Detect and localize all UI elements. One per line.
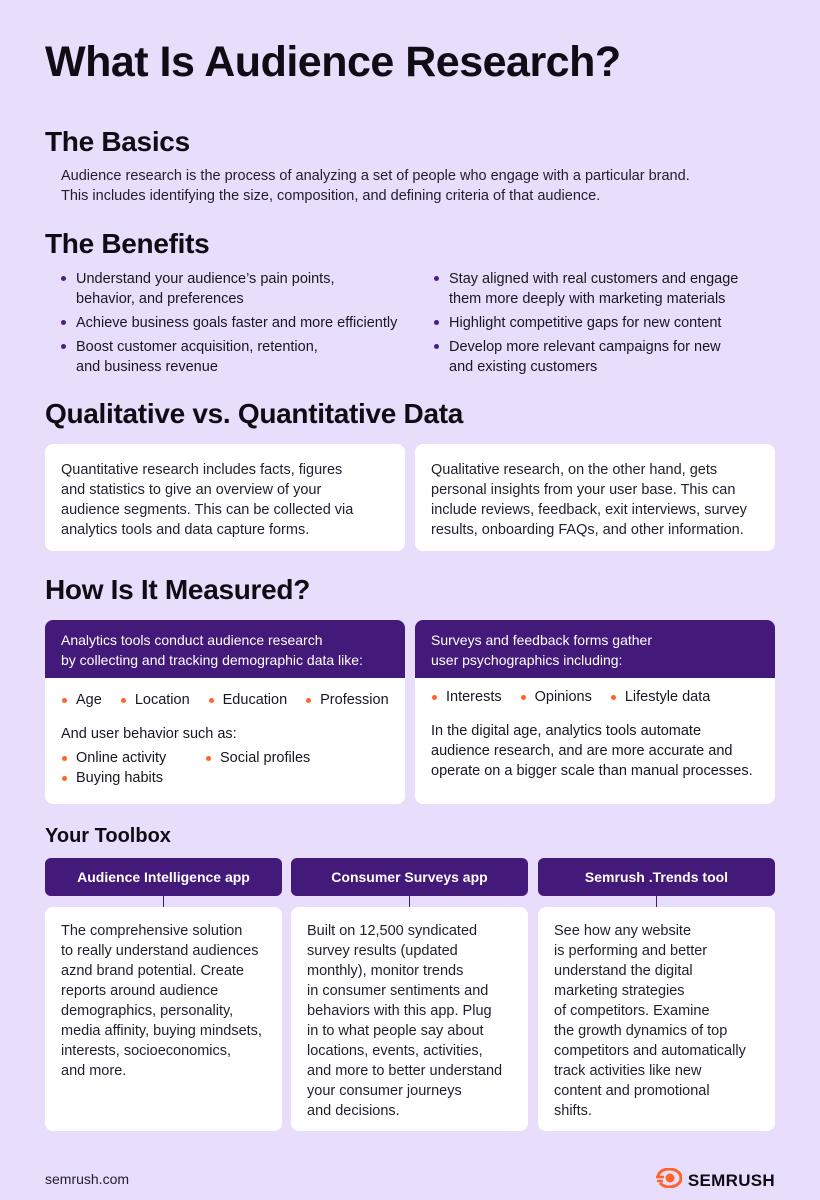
basics-text bbox=[61, 166, 690, 206]
psychographic-item: Lifestyle data bbox=[610, 687, 710, 707]
tool-audience-intelligence-button[interactable]: Audience Intelligence app bbox=[45, 858, 282, 896]
benefit-item: Develop more relevant campaigns for new and existing customers bbox=[433, 337, 793, 377]
demographic-item: Location bbox=[120, 690, 190, 710]
tool-semrush-trends-button[interactable]: Semrush .Trends tool bbox=[538, 858, 775, 896]
quantitative-card: Quantitative research includes facts, figures and statistics to give an overview of your audience segments. This can be collected via analytics tools and data capture forms. bbox=[45, 444, 405, 551]
behavior-item: Social profiles bbox=[205, 748, 310, 768]
surveys-card bbox=[415, 620, 775, 804]
toolbox-heading: Your Toolbox bbox=[45, 825, 171, 847]
benefit-item: Understand your audience’s pain points, behavior, and preferences bbox=[60, 269, 420, 309]
demographic-item: Age bbox=[61, 690, 102, 710]
demographics-list bbox=[61, 690, 389, 710]
basics-line-2: This includes identifying the size, composition, and defining criteria of that audience. bbox=[61, 188, 601, 204]
semrush-fire-icon bbox=[656, 1168, 682, 1193]
psychographics-list bbox=[431, 687, 759, 707]
analytics-card-header: Analytics tools conduct audience research by collecting and tracking demographic data like: bbox=[45, 620, 405, 678]
benefits-heading: The Benefits bbox=[45, 228, 210, 259]
surveys-description: In the digital age, analytics tools automate audience research, and are more accurate and operate on a bigger scale than manual processes. bbox=[431, 723, 753, 779]
basics-heading: The Basics bbox=[45, 126, 190, 157]
psychographic-item: Interests bbox=[431, 687, 502, 707]
tool-card-semrush-trends: See how any website is performing and better understand the digital marketing strategies of competitors. Examine the growth dynamics of top competitors and automatically track activities like new content and promotional shifts. bbox=[538, 907, 775, 1131]
tool-card-audience-intelligence: The comprehensive solution to really understand audiences aznd brand potential. Create reports around audience demographics, personality, media affinity, buying mindsets, interests, socioeconomics, and more. bbox=[45, 907, 282, 1131]
footer-site-link[interactable]: semrush.com bbox=[45, 1171, 130, 1187]
tool-consumer-surveys-button[interactable]: Consumer Surveys app bbox=[291, 858, 528, 896]
qualitative-card: Qualitative research, on the other hand, gets personal insights from your user base. This can include reviews, feedback, exit interviews, survey results, onboarding FAQs, and other information. bbox=[415, 444, 775, 551]
behavior-item: Online activity bbox=[61, 748, 166, 768]
demographic-item: Profession bbox=[305, 690, 389, 710]
surveys-card-header: Surveys and feedback forms gather user psychographics including: bbox=[415, 620, 775, 678]
psychographic-item: Opinions bbox=[520, 687, 592, 707]
benefit-item: Stay aligned with real customers and engage them more deeply with marketing materials bbox=[433, 269, 793, 309]
tool-card-consumer-surveys: Built on 12,500 syndicated survey results (updated monthly), monitor trends in consumer sentiments and behaviors with this app. Plug in to what people say about locations, events, activities, and more to better understand your consumer journeys and decisions. bbox=[291, 907, 528, 1131]
measured-heading: How Is It Measured? bbox=[45, 574, 311, 605]
semrush-logo[interactable] bbox=[656, 1168, 775, 1193]
page-title: What Is Audience Research? bbox=[45, 38, 621, 86]
benefits-right-list bbox=[433, 269, 793, 381]
behavior-item: Buying habits bbox=[61, 768, 163, 788]
behavior-label: And user behavior such as: bbox=[61, 726, 237, 742]
benefits-left-list bbox=[60, 269, 420, 381]
analytics-card bbox=[45, 620, 405, 804]
semrush-logo-text: SEMRUSH bbox=[687, 1170, 775, 1190]
qualquant-heading: Qualitative vs. Quantitative Data bbox=[45, 398, 464, 429]
basics-line-1: Audience research is the process of analyzing a set of people who engage with a particular brand. bbox=[61, 168, 690, 184]
benefit-item: Highlight competitive gaps for new content bbox=[433, 313, 793, 333]
benefit-item: Achieve business goals faster and more efficiently bbox=[60, 313, 420, 333]
benefit-item: Boost customer acquisition, retention, and business revenue bbox=[60, 337, 420, 377]
demographic-item: Education bbox=[208, 690, 288, 710]
behaviors-list bbox=[61, 748, 389, 790]
